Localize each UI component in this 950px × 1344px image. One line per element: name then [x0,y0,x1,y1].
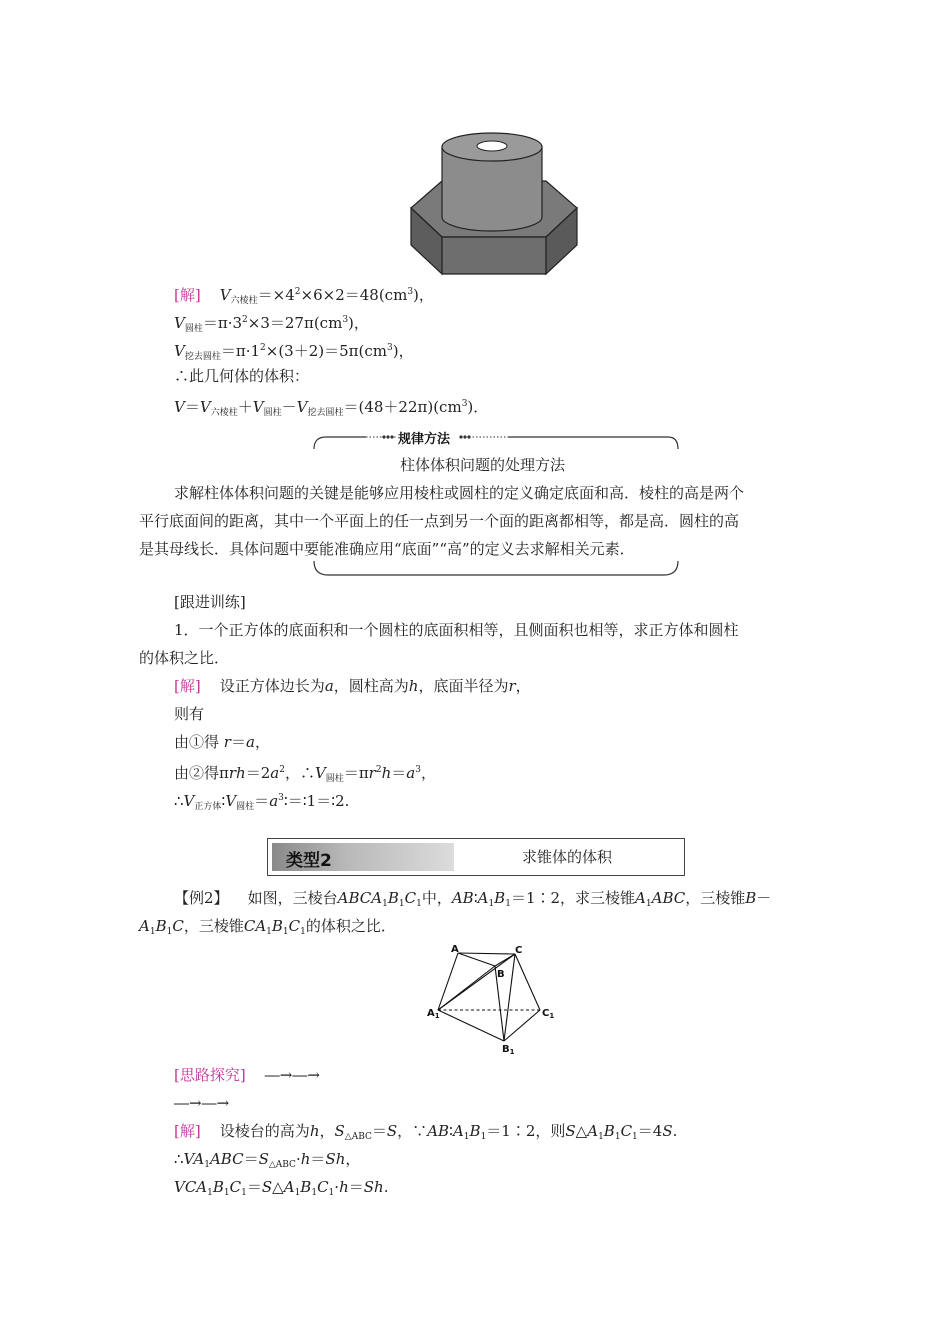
superscript: 2 [294,287,301,297]
var: C [404,889,417,907]
subscript: 1 [266,927,272,937]
superscript: 3 [387,343,393,353]
var: B [603,1122,615,1140]
subscript: 圆柱 [236,802,255,812]
superscript: 2 [375,765,382,775]
type2-banner [272,843,454,871]
var: S [261,1178,273,1196]
text: ＝ [348,1178,364,1196]
subscript: 1 [207,1188,213,1198]
text: ＝ [371,1122,387,1140]
expr: ＝×4 [257,286,295,304]
var: r [368,764,376,782]
method-paragraph-line: 平行底面间的距离，其中一个平面上的任一点到另一个面的距离都相等，都是高．圆柱的高 [139,512,740,530]
var: ABCA [337,889,383,907]
text: ，圆柱高为 [333,677,409,695]
vertex-label-b1: $B_1$ [502,1044,515,1056]
type2-label: 类型2 [286,851,332,871]
text: ， [319,1122,335,1140]
method-paragraph-line: 求解柱体体积问题的关键是能够应用棱柱或圆柱的定义确定底面和高．棱柱的高是两个 [174,484,745,502]
var: V [183,792,195,810]
text: △ [272,1178,284,1196]
subscript: 1 [241,1188,247,1198]
solution1-line2 [174,310,369,339]
superscript: 2 [260,343,266,353]
subscript: 1 [382,899,388,909]
solution1-line3 [174,338,414,367]
subscript: 1 [416,899,422,909]
expr: ＝ [184,398,200,416]
var: ABC [209,1150,244,1168]
expr: － [281,398,297,416]
var: V [225,792,237,810]
var: V [199,398,211,416]
expr: ×6×2＝48(cm [300,286,408,304]
solution-tag: [解] [174,677,201,695]
subscript: 圆柱 [325,774,344,784]
superscript: 3 [278,793,284,803]
var: h [381,764,392,782]
method-banner: 规律方法 [398,432,451,447]
subscript: 1 [463,1132,470,1142]
text: 由②得π [174,764,229,782]
vertex-label-a: A [451,944,459,955]
text: ∶ [473,889,478,907]
var: r [508,677,516,695]
var: ABC [651,889,686,907]
superscript: 3 [415,765,421,775]
subscript: 1 [294,1188,301,1198]
solution1-line1 [174,282,434,311]
var: A [587,1122,599,1140]
expr: ×(3＋2)＝5π(cm [265,342,388,360]
solution-tag: [解] [174,1122,201,1140]
practice-question-line: 1．一个正方体的底面积和一个圆柱的底面积相等，且侧面积也相等，求正方体和圆柱 [174,621,739,639]
var: V [252,398,264,416]
subscript: 1 [645,899,652,909]
solution1-line4: ∴此几何体的体积： [174,367,310,385]
subscript: 1 [614,1132,621,1142]
var: AB [427,1122,450,1140]
text: 中， [421,889,452,907]
method-title: 柱体体积问题的处理方法 [400,456,566,474]
text: ， [345,1150,361,1168]
vertex-label-c1: $C_1$ [542,1008,555,1020]
var: A [139,917,150,935]
var: C [620,1122,633,1140]
subscript: 1 [632,1132,638,1142]
var: a [270,764,280,782]
expr: ＝π·3 [202,314,243,332]
solution2-line3 [174,1177,388,1203]
text: ∴ [174,1150,184,1168]
superscript: 3 [461,399,468,409]
var: A [283,1178,295,1196]
text: · [334,1178,340,1196]
text: ，三棱锥 [685,889,746,907]
var: B [469,1122,481,1140]
text: 的体积之比． [305,917,396,935]
explore-tag: [思路探究] [174,1066,246,1084]
var: V [174,314,185,332]
text: ，三棱锥 [183,917,244,935]
var: a [269,792,279,810]
var: h [339,1178,349,1196]
var: VA [183,1150,205,1168]
var: V [296,398,308,416]
subscript: △ABC [268,1160,296,1170]
var: B [300,1178,312,1196]
subscript: 1 [398,899,405,909]
subscript: 六棱柱 [230,296,258,306]
text: ＝ [246,1178,262,1196]
var: A [477,889,489,907]
text: ＝ [391,764,407,782]
var: B [387,889,399,907]
text: ＝1∶2，求三棱锥 [510,889,636,907]
var: S [662,1122,673,1140]
subscript: 1 [223,1188,230,1198]
var: Sh [325,1150,346,1168]
var: S [386,1122,398,1140]
practice-solution-line [174,788,349,817]
var: B [745,889,757,907]
var: A [635,889,646,907]
text: ∶ [449,1122,453,1140]
var: B [212,1178,224,1196]
practice-solution-line: 则有 [174,705,205,723]
expr: )， [413,286,434,304]
type2-title: 求锥体的体积 [522,848,613,866]
var: VCA [174,1178,208,1196]
text: ，∴ [284,764,315,782]
subscript: △ABC [344,1132,372,1142]
var: h [408,677,419,695]
var: S [565,1122,576,1140]
text: △ [575,1122,588,1140]
solution2-line2 [174,1149,360,1175]
text: ∴ [174,792,184,810]
practice-solution-line [174,760,436,789]
var: a [245,733,255,751]
frustum-figure [425,942,565,1058]
subscript: 1 [598,1132,604,1142]
var: V [219,286,231,304]
subscript: 1 [300,927,306,937]
text: ＝2 [245,764,271,782]
example2-line1 [174,888,771,914]
text: ∶ [221,792,226,810]
text: ， [515,677,531,695]
text: ＝ [254,792,270,810]
var: AB [451,889,474,907]
explore-arrows: ―→―→ [264,1066,320,1084]
text: ＝4 [637,1122,663,1140]
var: CA [243,917,267,935]
var: S [258,1150,269,1168]
text: ＝ [310,1150,326,1168]
type2-header [267,838,685,876]
explore-line [174,1065,320,1085]
var: B [155,917,167,935]
vertex-label-c: C [515,945,523,956]
subscript: 圆柱 [263,408,282,418]
var: V [174,398,185,416]
var: rh [228,764,246,782]
text: ＝1∶2，则 [486,1122,566,1140]
subscript: 圆柱 [184,324,203,334]
expr: )， [348,314,369,332]
text: 设棱台的高为 [219,1122,310,1140]
text: . [672,1122,678,1140]
text: . [383,1178,389,1196]
var: C [172,917,184,935]
practice-heading: [跟进训练] [174,593,246,611]
subscript: 挖去圆柱 [184,352,221,362]
var: A [452,1122,464,1140]
expr: ×3＝27π(cm [247,314,343,332]
var: h [300,1150,311,1168]
subscript: 六棱柱 [210,408,238,418]
superscript: 3 [407,287,414,297]
subscript: 1 [328,1188,335,1198]
var: C [288,917,301,935]
text: ， [420,764,436,782]
subscript: 挖去圆柱 [307,408,344,418]
expr: )， [392,342,414,360]
var: a [324,677,334,695]
solution-tag: [解] [174,286,201,304]
superscript: 2 [242,315,248,325]
subscript: 1 [149,927,156,937]
text: ， [254,733,270,751]
text: ，底面半径为 [418,677,509,695]
subscript: 1 [480,1132,487,1142]
practice-solution-line [174,676,531,696]
example2-line2 [139,916,396,942]
var: C [317,1178,329,1196]
expr: )． [467,398,489,416]
subscript: 1 [505,899,511,909]
solution1-line5 [174,394,488,423]
text: · [295,1150,301,1168]
var: S [334,1122,345,1140]
subscript: 正方体 [194,802,222,812]
var: h [309,1122,320,1140]
example-tag: 【例2】 [174,889,229,907]
text: ，∵ [397,1122,428,1140]
explore-arrows: ―→―→ [174,1094,230,1112]
solution2-line1 [174,1121,677,1147]
text: ＝ [243,1150,259,1168]
solid-figure-hex-prism-cylinder [408,125,580,277]
expr: ＝π·1 [220,342,261,360]
superscript: 2 [279,765,285,775]
var: a [406,764,416,782]
subscript: 1 [282,927,289,937]
method-paragraph-line: 是其母线长．具体问题中要能准确应用“底面”“高”的定义去求解相关元素． [139,540,635,558]
vertex-label-a1: $A_1$ [427,1008,440,1020]
practice-solution-line [174,732,270,752]
var: B [494,889,506,907]
text: ∶＝∶1＝∶2. [283,792,350,810]
text: － [756,889,772,907]
subscript: 1 [311,1188,318,1198]
subscript: 1 [204,1160,210,1170]
var: r [223,733,231,751]
var: V [314,764,326,782]
vertex-label-b: B [497,969,505,980]
practice-question-line: 的体积之比． [139,649,230,667]
subscript: 1 [488,899,495,909]
superscript: 3 [342,315,349,325]
text: 如图，三棱台 [247,889,338,907]
subscript: 1 [166,927,173,937]
text: 设正方体边长为 [219,677,325,695]
var: C [229,1178,242,1196]
expr: ＋ [237,398,253,416]
text: ＝ [230,733,246,751]
var: V [174,342,185,360]
var: Sh [363,1178,384,1196]
expr: ＝(48＋22π)(cm [343,398,462,416]
var: B [271,917,283,935]
text: 由①得 [174,733,220,751]
text: ＝π [343,764,369,782]
